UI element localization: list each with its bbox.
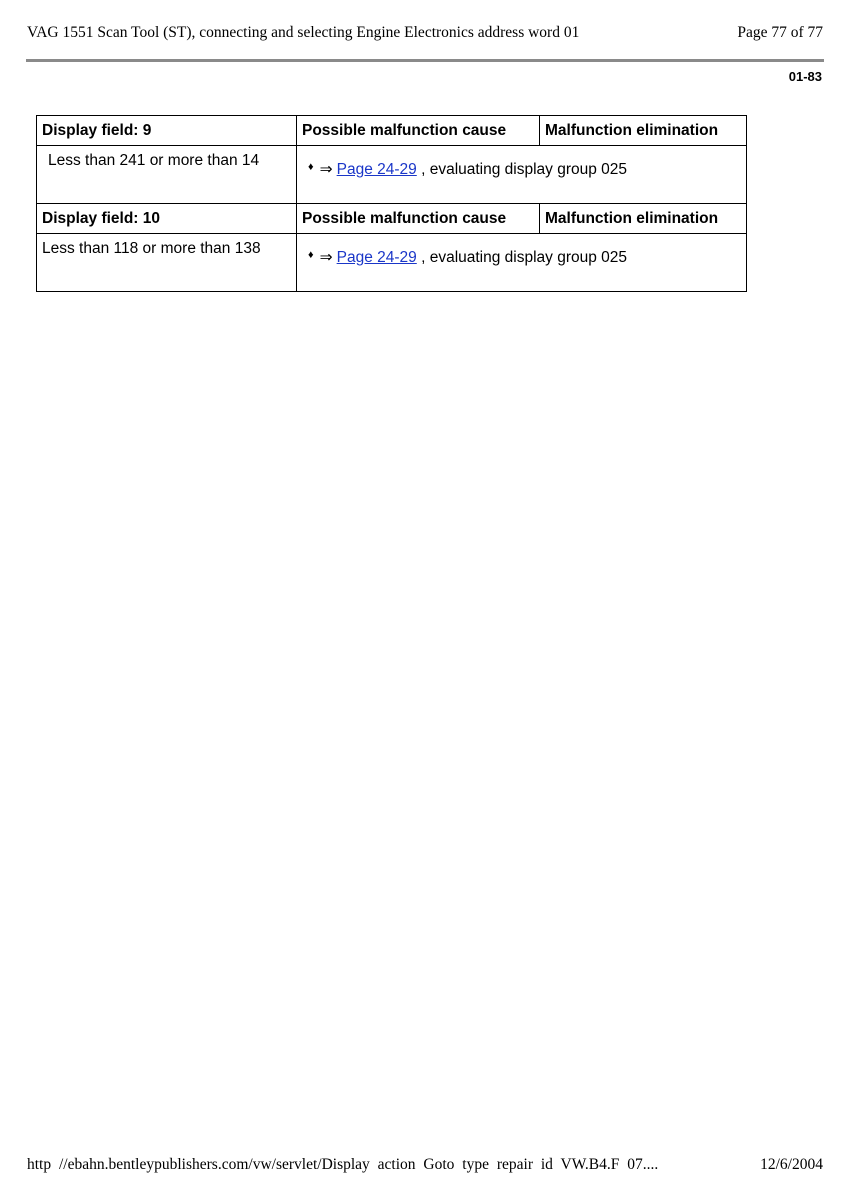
action-cell (297, 234, 747, 292)
header-divider (26, 59, 824, 62)
footer-date: 12/6/2004 (760, 1156, 823, 1173)
section-code: 01-83 (788, 69, 822, 84)
document-title: VAG 1551 Scan Tool (ST), connecting and selecting Engine Electronics address word 01 (27, 24, 580, 41)
condition-cell: Less than 241 or more than 14 (37, 146, 297, 204)
page-link[interactable]: Page 24-29 (336, 161, 417, 178)
condition-cell: Less than 118 or more than 138 (37, 234, 297, 292)
table-row (37, 234, 747, 292)
diagnostic-table (36, 115, 747, 292)
table-row (37, 146, 747, 204)
page-number: Page 77 of 77 (737, 24, 823, 41)
display-field-header: Display field: 10 (37, 204, 297, 234)
elimination-header: Malfunction elimination (540, 116, 747, 146)
display-field-header: Display field: 9 (37, 116, 297, 146)
elimination-header: Malfunction elimination (540, 204, 747, 234)
action-text: , evaluating display group 025 (416, 249, 628, 266)
bullet-icon: ♦ (308, 161, 314, 173)
arrow-right-icon: ⇒ (319, 249, 333, 266)
bullet-icon: ♦ (308, 249, 314, 261)
page-link[interactable]: Page 24-29 (336, 249, 417, 266)
cause-header: Possible malfunction cause (297, 204, 540, 234)
action-cell (297, 146, 747, 204)
footer-url: http //ebahn.bentleypublishers.com/vw/servlet/Display action Goto type repair id VW.B4.F 07.... (27, 1156, 659, 1173)
arrow-right-icon: ⇒ (319, 161, 333, 178)
cause-header: Possible malfunction cause (297, 116, 540, 146)
table-header-row (37, 116, 747, 146)
action-text: , evaluating display group 025 (416, 161, 628, 178)
table-header-row (37, 204, 747, 234)
